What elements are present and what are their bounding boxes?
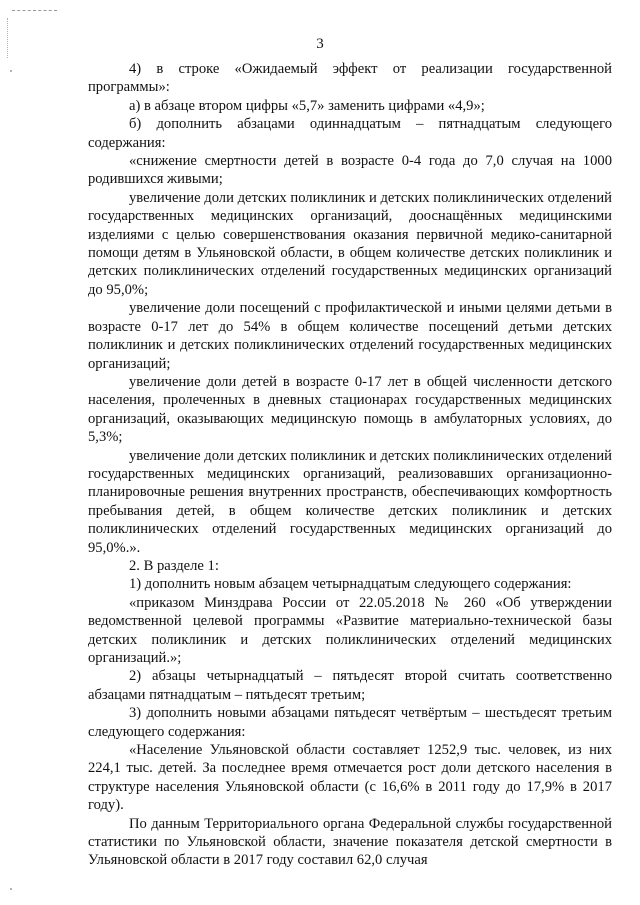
paragraph: увеличение доли детских поликлиник и детских поликлинических отделений государственных медицинских организаций, реализовавших организационно-планировочные решения внутренних пространств, обеспечивающих комфортность пребывания детей, в общем количестве детских поликлиник и детских поликлинических отделений государственных медицинских организаций до 95,0%.». bbox=[88, 447, 612, 556]
paragraph: 4) в строке «Ожидаемый эффект от реализации государственной программы»: bbox=[88, 61, 612, 96]
scan-artifact-dot bbox=[10, 888, 12, 890]
paragraph: увеличение доли детей в возрасте 0-17 лет в общей численности детского населения, пролеченных в дневных стационарах государственных медицинских организаций, оказывающих медицинскую помощь в амбулаторных условиях, до 5,3%; bbox=[88, 373, 612, 446]
paragraph: «приказом Минздрава России от 22.05.2018 № 260 «Об утверждении ведомственной целевой программы «Развитие материально-технической базы детских поликлиник и детских поликлинических отделений медицинских организаций.»; bbox=[88, 594, 612, 666]
scan-artifact-top bbox=[12, 10, 57, 12]
paragraph: «Население Ульяновской области составляет 1252,9 тыс. человек, из них 224,1 тыс. детей. За последнее время отмечается рост доли детского населения в структуре населения Ульяновской области (с 16,6% в 2011 году до 17,9% в 2017 году). bbox=[88, 742, 612, 814]
paragraph: По данным Территориального органа Федеральной службы государственной статистики по Ульяновской области, значение показателя детской смертности в Ульяновской области в 2017 году составил 62,0 случая bbox=[88, 815, 612, 869]
paragraph: «снижение смертности детей в возрасте 0-4 года до 7,0 случая на 1000 родившихся живыми; bbox=[88, 153, 612, 188]
scan-artifact-dot bbox=[10, 70, 12, 72]
page-number: 3 bbox=[316, 36, 324, 52]
paragraph: 3) дополнить новыми абзацами пятьдесят четвёртым – шестьдесят третьим следующего содержания: bbox=[88, 705, 612, 740]
paragraph: 2. В разделе 1: bbox=[129, 557, 219, 574]
paragraph: 1) дополнить новым абзацем четырнадцатым следующего содержания: bbox=[129, 576, 572, 593]
paragraph: увеличение доли детских поликлиник и детских поликлинических отделений государственных медицинских организаций, дооснащённых медицинскими изделиями с целью совершенствования оказания первичной медико-санитарной помощи детям в Ульяновской области, в общем количестве детских поликлиник и детских поликлинических отделений государственных медицинских организаций до 95,0%; bbox=[88, 189, 612, 298]
paragraph: а) в абзаце втором цифры «5,7» заменить цифрами «4,9»; bbox=[129, 97, 485, 114]
document-body bbox=[88, 60, 612, 870]
paragraph: увеличение доли посещений с профилактической и иными целями детьми в возрасте 0-17 лет до 54% в общем количестве посещений детьми детских поликлиник и детских поликлинических отделений государственных медицинских организаций; bbox=[88, 300, 612, 372]
paragraph: 2) абзацы четырнадцатый – пятьдесят второй считать соответственно абзацами пятнадцатым – пятьдесят третьим; bbox=[88, 668, 612, 703]
paragraph: б) дополнить абзацами одиннадцатым – пятнадцатым следующего содержания: bbox=[88, 116, 612, 151]
